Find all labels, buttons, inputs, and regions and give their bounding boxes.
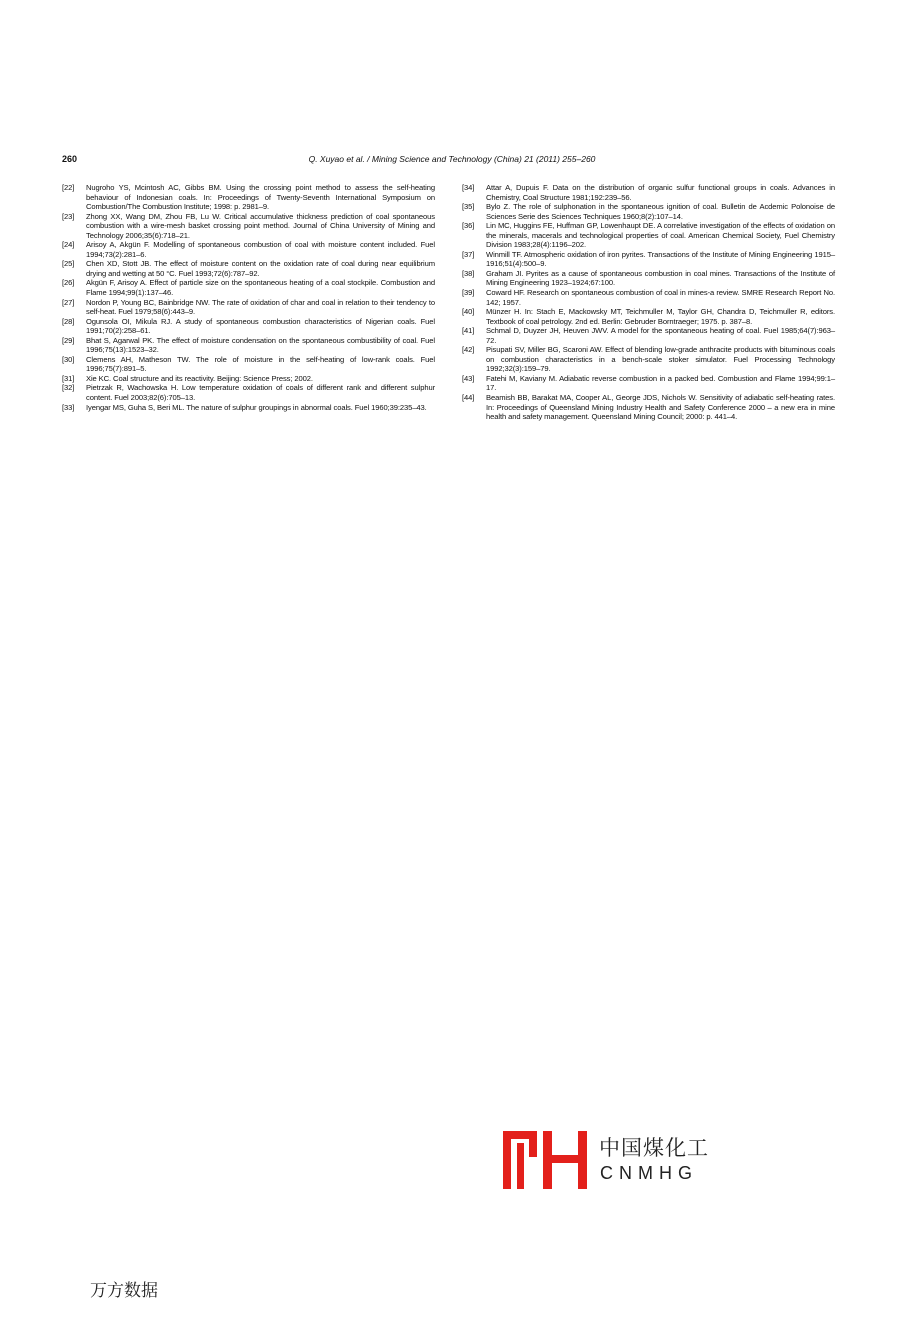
- reference-text: Winmill TF. Atmospheric oxidation of iron pyrites. Transactions of the Institute of Mining Engineering 1915–1916;51(4):500–9.: [486, 249, 835, 269]
- reference-text: Pisupati SV, Miller BG, Scaroni AW. Effect of blending low-grade anthracite products with bituminous coals on combustion characteristics in a bench-scale stoker simulator. Fuel Processing Technology 1992;32(3):159–79.: [486, 345, 835, 374]
- reference-text: Münzer H. In: Stach E, Mackowsky MT, Teichmuller M, Taylor GH, Chandra D, Teichmuller R, editors. Textbook of coal petrology. 2nd ed. Berlin: Gebruder Borntraeger; 1975. p. 387–8.: [486, 307, 835, 326]
- reference-number: [31]: [62, 373, 75, 383]
- cnmhg-logo-mark-icon: [503, 1131, 587, 1189]
- references-left-column: [62, 183, 435, 412]
- reference-number: [44]: [462, 393, 475, 403]
- reference-item: [462, 393, 835, 422]
- references-right-column: [462, 183, 835, 422]
- reference-number: [35]: [462, 202, 475, 212]
- reference-number: [33]: [62, 402, 75, 412]
- reference-number: [22]: [62, 183, 75, 192]
- reference-item: [462, 326, 835, 345]
- reference-text: Xie KC. Coal structure and its reactivity. Beijing: Science Press; 2002.: [86, 373, 313, 383]
- reference-text: Fatehi M, Kaviany M. Adiabatic reverse combustion in a packed bed. Combustion and Flame 1994;99:1–17.: [486, 373, 835, 393]
- reference-number: [37]: [462, 249, 475, 259]
- reference-item: [62, 383, 435, 402]
- reference-text: Attar A, Dupuis F. Data on the distribution of organic sulfur functional groups in coals. Advances in Chemistry, Coal Structure 1981;192:239–56.: [486, 183, 835, 202]
- reference-item: [462, 250, 835, 269]
- wanfang-watermark: 万方数据: [90, 1281, 158, 1301]
- reference-item: [62, 240, 435, 259]
- reference-text: Nugroho YS, Mcintosh AC, Gibbs BM. Using the crossing point method to assess the self-heating behaviour of Indonesian coals. In: Proceedings of Twenty-Seventh International Symposium on Combustion/The Combustion Institute; 1998: p. 2981–9.: [86, 183, 435, 212]
- reference-number: [36]: [462, 221, 475, 231]
- reference-item: [462, 202, 835, 221]
- reference-item: [62, 183, 435, 212]
- cnmhg-logo: [503, 1131, 713, 1191]
- reference-text: Iyengar MS, Guha S, Beri ML. The nature of sulphur groupings in abnormal coals. Fuel 1960;39:235–43.: [86, 402, 427, 412]
- reference-text: Coward HF. Research on spontaneous combustion of coal in mines-a review. SMRE Research Report No. 142; 1957.: [486, 288, 835, 307]
- reference-number: [23]: [62, 211, 75, 221]
- reference-text: Beamish BB, Barakat MA, Cooper AL, George JDS, Nichols W. Sensitivity of adiabatic self-heating rates. In: Proceedings of Queensland Mining Industry Health and Safety Conference 2000 – a new era in mine health and safety management. Queensland Mining Council; 2000: p. 441–4.: [486, 393, 835, 422]
- reference-number: [42]: [462, 345, 475, 355]
- reference-number: [34]: [462, 183, 475, 192]
- reference-item: [62, 317, 435, 336]
- reference-number: [43]: [462, 373, 475, 383]
- reference-item: [62, 403, 435, 413]
- running-title: Q. Xuyao et al. / Mining Science and Technology (China) 21 (2011) 255–260: [308, 154, 596, 164]
- reference-text: Bhat S, Agarwal PK. The effect of moisture condensation on the spontaneous combustibility of coal. Fuel 1996;75(13):1523–32.: [86, 335, 435, 355]
- page-number: 260: [62, 154, 78, 164]
- reference-item: [62, 212, 435, 241]
- reference-item: [462, 307, 835, 326]
- reference-number: [30]: [62, 354, 75, 364]
- reference-item: [462, 288, 835, 307]
- reference-number: [27]: [62, 297, 75, 307]
- reference-text: Lin MC, Huggins FE, Huffman GP, Lowenhaupt DE. A correlative investigation of the effects of oxidation on the minerals, macerals and technological properties of coal. American Chemical Society, Fuel Chemistry Division 1983;28(4):1196–202.: [486, 221, 835, 250]
- reference-item: [62, 374, 435, 384]
- reference-text: Graham JI. Pyrites as a cause of spontaneous combustion in coal mines. Transactions of the Institute of Mining Engineering 1923–1924;67:100.: [486, 268, 835, 288]
- reference-text: Ogunsola OI, Mikula RJ. A study of spontaneous combustion characteristics of Nigerian coals. Fuel 1991;70(2):258–61.: [86, 316, 435, 336]
- logo-chinese-text: 中国煤化工: [599, 1136, 709, 1160]
- reference-item: [62, 355, 435, 374]
- reference-number: [41]: [462, 326, 475, 336]
- reference-item: [462, 269, 835, 288]
- reference-item: [62, 336, 435, 355]
- reference-text: Clemens AH, Matheson TW. The role of moisture in the self-heating of low-rank coals. Fuel 1996;75(7):891–5.: [86, 354, 435, 374]
- reference-item: [462, 374, 835, 393]
- logo-english-text: CNMHG: [600, 1163, 698, 1183]
- reference-item: [462, 345, 835, 374]
- reference-number: [32]: [62, 383, 75, 393]
- reference-text: Pietrzak R, Wachowska H. Low temperature oxidation of coals of different rank and different sulphur content. Fuel 2003;82(6):705–13.: [86, 383, 435, 403]
- reference-number: [29]: [62, 335, 75, 345]
- reference-number: [38]: [462, 268, 475, 278]
- reference-text: Nordon P, Young BC, Bainbridge NW. The rate of oxidation of char and coal in relation to their tendency to self-heat. Fuel 1979;58(6):443–9.: [86, 297, 435, 317]
- reference-text: Schmal D, Duyzer JH, Heuven JWV. A model for the spontaneous heating of coal. Fuel 1985;64(7):963–72.: [486, 326, 835, 345]
- reference-text: Zhong XX, Wang DM, Zhou FB, Lu W. Critical accumulative thickness prediction of coal spontaneous combustion with a wire-mesh basket crossing point method. Journal of China University of Mining and Technology 2006;35(6):718–21.: [86, 211, 435, 240]
- reference-number: [39]: [462, 288, 475, 298]
- reference-text: Chen XD, Stott JB. The effect of moisture content on the oxidation rate of coal during near equilibrium drying and wetting at 50 °C. Fuel 1993;72(6):787–92.: [86, 259, 435, 278]
- reference-item: [62, 278, 435, 297]
- reference-item: [62, 259, 435, 278]
- page-header: [62, 154, 842, 168]
- reference-number: [28]: [62, 316, 75, 326]
- reference-number: [25]: [62, 259, 75, 269]
- reference-item: [62, 298, 435, 317]
- reference-text: Arisoy A, Akgün F. Modelling of spontaneous combustion of coal with moisture content included. Fuel 1994;73(2):281–6.: [86, 240, 435, 259]
- reference-text: Akgün F, Arisoy A. Effect of particle size on the spontaneous heating of a coal stockpile. Combustion and Flame 1994;99(1):137–46.: [86, 278, 435, 298]
- reference-item: [462, 221, 835, 250]
- reference-number: [26]: [62, 278, 75, 288]
- reference-text: Bylo Z. The role of sulphonation in the spontaneous ignition of coal. Bulletin de Acdemic Polonoise de Sciences Serie des Sciences Techniques 1960;8(2):107–14.: [486, 202, 835, 221]
- reference-number: [24]: [62, 240, 75, 250]
- reference-item: [462, 183, 835, 202]
- reference-number: [40]: [462, 307, 475, 317]
